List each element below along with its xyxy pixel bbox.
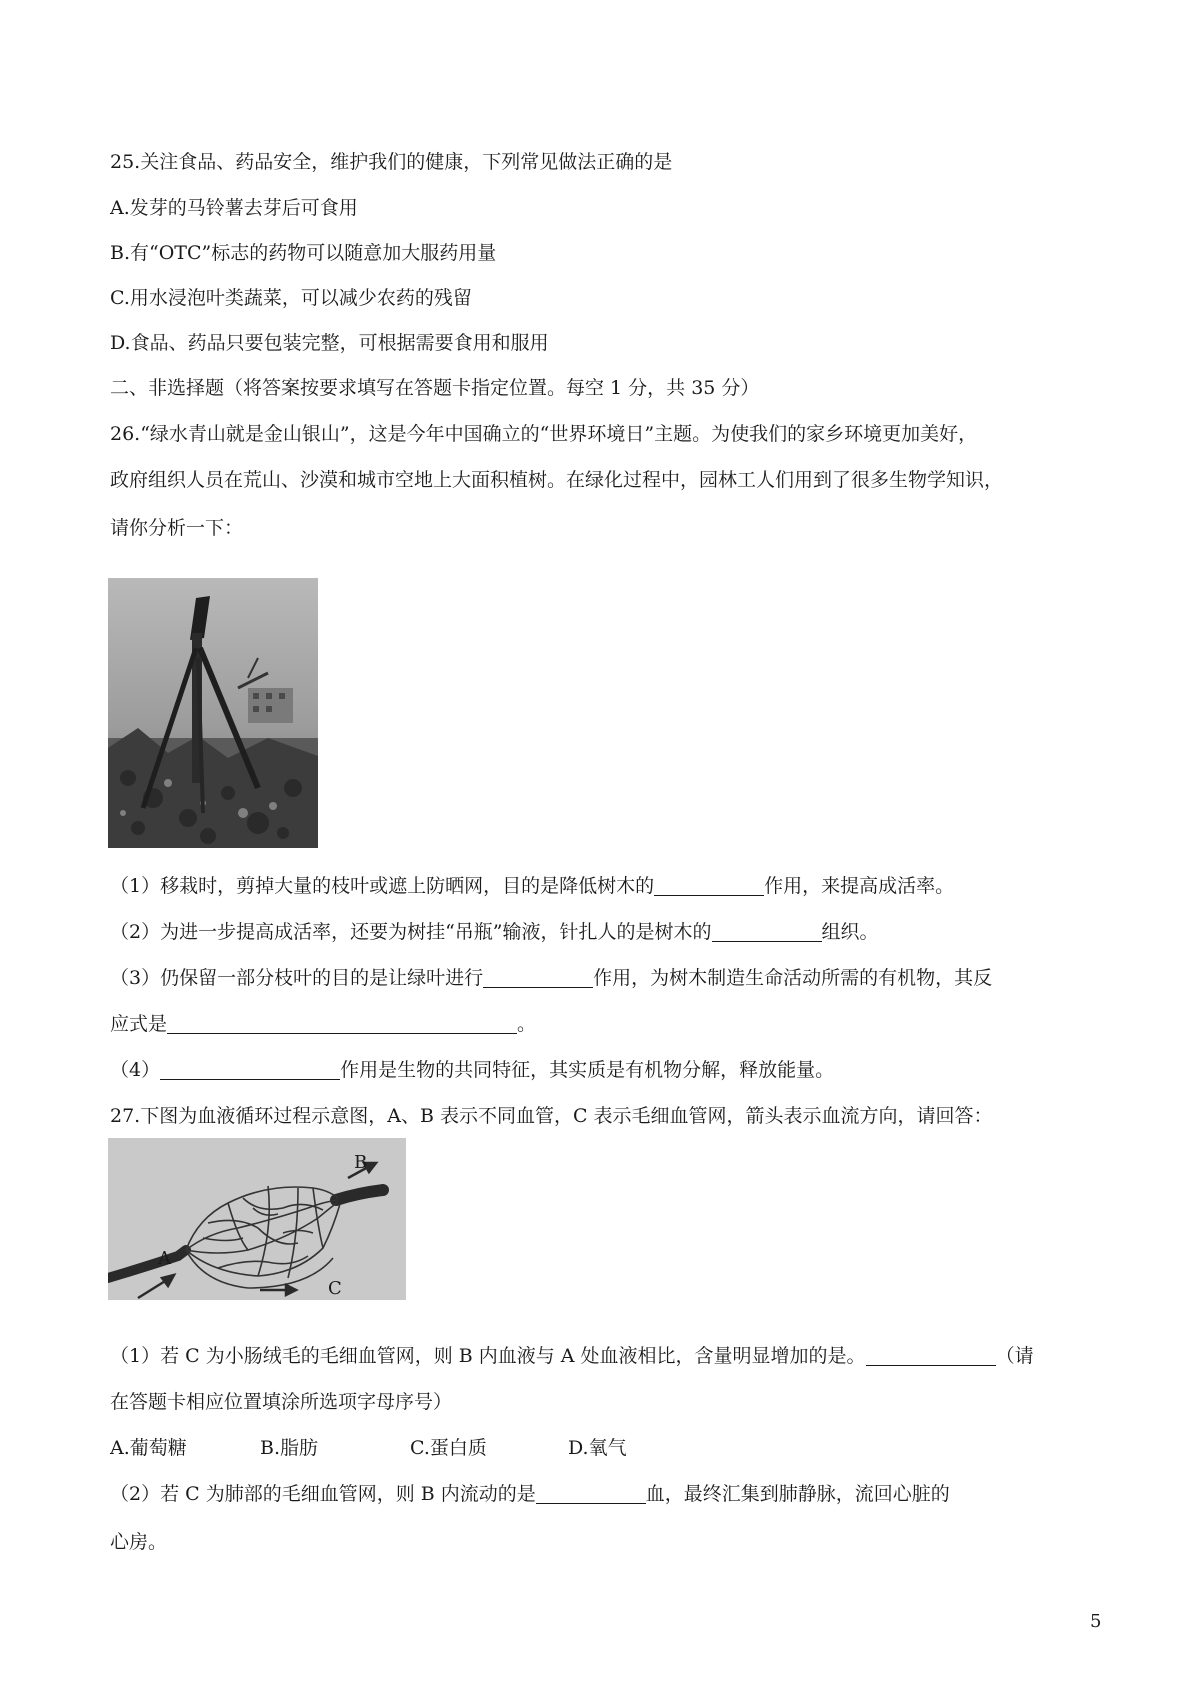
- q27-option-d: D.氧气: [568, 1437, 627, 1459]
- q26-sub1-text-b: 作用，来提高成活率。: [764, 875, 955, 897]
- q27-sub1-line2: 在答题卡相应位置填涂所选项字母序号）: [110, 1391, 453, 1413]
- q27-sub2-answer-blank[interactable]: [536, 1483, 646, 1504]
- q26-sub3-answer-blank[interactable]: [483, 967, 593, 988]
- q26-sub4: [110, 1058, 834, 1082]
- q26-sub2-answer-blank[interactable]: [712, 921, 822, 942]
- q27-options: [110, 1436, 627, 1460]
- q26-sub3-line2: [110, 1012, 536, 1036]
- q27-sub1-text-a: （1）若 C 为小肠绒毛的毛细血管网，则 B 内血液与 A 处血液相比，含量明显增加的是。: [110, 1345, 866, 1367]
- q26-stem-line3: 请你分析一下：: [110, 517, 244, 539]
- capillary-diagram: [108, 1138, 406, 1300]
- tree-drip-photo: [108, 578, 318, 848]
- q27-option-c: C.蛋白质: [410, 1437, 487, 1459]
- q26-sub4-text-b: 作用是生物的共同特征，其实质是有机物分解，释放能量。: [340, 1059, 835, 1081]
- section-heading: 二、非选择题（将答案按要求填写在答题卡指定位置。每空 1 分，共 35 分）: [110, 377, 760, 399]
- q27-sub1-answer-blank[interactable]: [866, 1345, 996, 1366]
- q26-sub3: [110, 966, 992, 990]
- q26-sub4-answer-blank[interactable]: [160, 1059, 340, 1080]
- q27-stem: 27.下图为血液循环过程示意图，A、B 表示不同血管，C 表示毛细血管网，箭头表示血流方向，请回答：: [110, 1105, 993, 1127]
- q26-sub3-line2-text-a: 应式是: [110, 1013, 168, 1035]
- q27-sub1-text-b: （请: [995, 1345, 1034, 1367]
- q26-equation-blank[interactable]: [167, 1013, 517, 1034]
- q26-sub2-text-a: （2）为进一步提高成活率，还要为树挂“吊瓶”输液，针扎人的是树木的: [110, 921, 712, 943]
- page-number: 5: [1090, 1611, 1102, 1632]
- q25-stem: 25.关注食品、药品安全，维护我们的健康，下列常见做法正确的是: [110, 151, 673, 173]
- q26-sub3-text-a: （3）仍保留一部分枝叶的目的是让绿叶进行: [110, 967, 484, 989]
- q26-stem-line2: 政府组织人员在荒山、沙漠和城市空地上大面积植树。在绿化过程中，园林工人们用到了很多生物学知识，: [110, 469, 1004, 491]
- q26-sub2-text-b: 组织。: [821, 921, 879, 943]
- q26-stem-line1: 26.“绿水青山就是金山银山”，这是今年中国确立的“世界环境日”主题。为使我们的家乡环境更加美好，: [110, 423, 978, 445]
- q26-sub1-text-a: （1）移栽时，剪掉大量的枝叶或遮上防晒网，目的是降低树木的: [110, 875, 655, 897]
- q26-sub4-text-a: （4）: [110, 1059, 161, 1081]
- diagram-label-b: B: [354, 1152, 368, 1173]
- q25-option-d: D.食品、药品只要包装完整，可根据需要食用和服用: [110, 332, 549, 354]
- q26-sub2: [110, 920, 879, 944]
- q26-sub1: [110, 874, 954, 898]
- q27-sub2-line2: 心房。: [110, 1531, 168, 1553]
- q27-option-a: A.葡萄糖: [110, 1437, 187, 1459]
- q27-sub2-text-b: 血，最终汇集到肺静脉，流回心脏的: [645, 1483, 950, 1505]
- diagram-label-c: C: [328, 1278, 342, 1299]
- q25-option-a: A.发芽的马铃薯去芽后可食用: [110, 197, 358, 219]
- q27-sub2: [110, 1482, 950, 1506]
- q27-sub1: [110, 1344, 1034, 1368]
- q27-sub2-text-a: （2）若 C 为肺部的毛细血管网，则 B 内流动的是: [110, 1483, 536, 1505]
- q25-option-c: C.用水浸泡叶类蔬菜，可以减少农药的残留: [110, 287, 472, 309]
- q25-option-b: B.有“OTC”标志的药物可以随意加大服药用量: [110, 242, 497, 264]
- q26-sub3-text-b: 作用，为树木制造生命活动所需的有机物，其反: [593, 967, 993, 989]
- q27-option-b: B.脂肪: [260, 1437, 319, 1459]
- q26-sub1-answer-blank[interactable]: [654, 875, 764, 896]
- diagram-label-a: A: [158, 1248, 171, 1269]
- q26-sub3-line2-text-b: 。: [517, 1013, 537, 1035]
